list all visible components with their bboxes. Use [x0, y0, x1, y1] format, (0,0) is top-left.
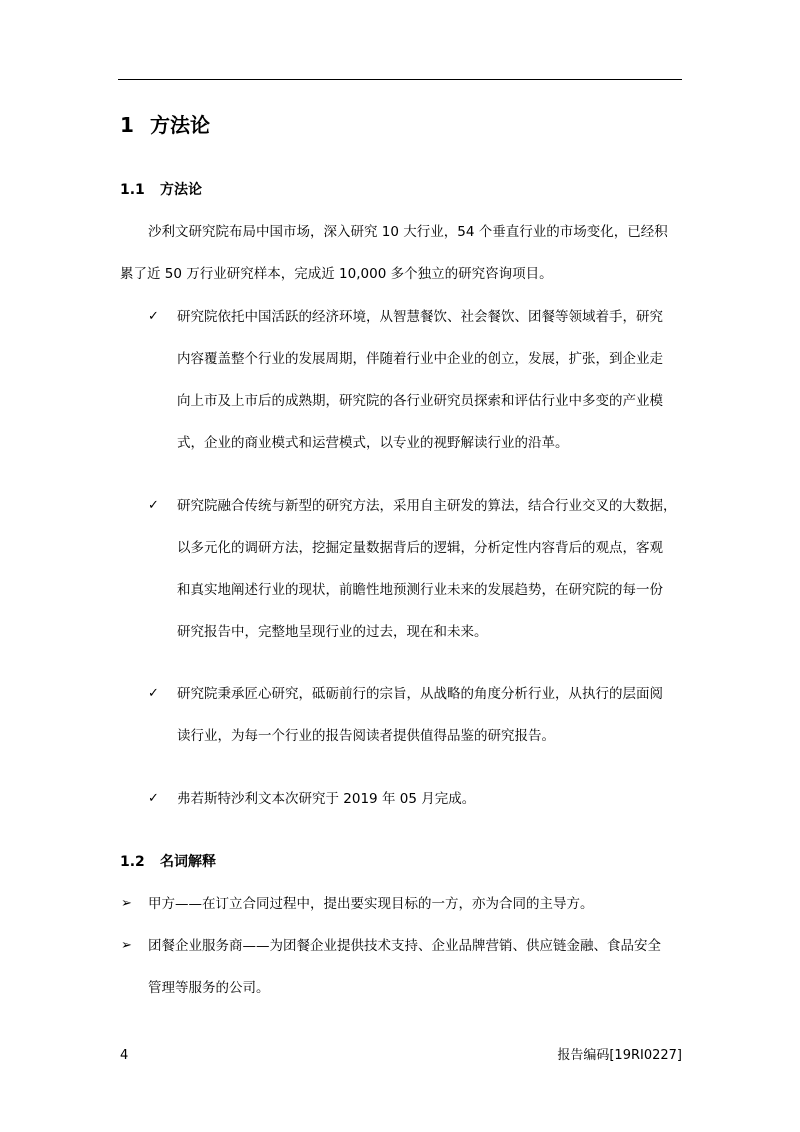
section-1-number: 1 — [120, 113, 134, 137]
report-code: 报告编码[19RI0227] — [557, 1048, 682, 1063]
page-number: 4 — [120, 1048, 129, 1063]
definition-line: 甲方——在订立合同过程中，提出要实现目标的一方，亦为合同的主导方。 — [148, 896, 594, 912]
section-1-2-number: 1.2 — [120, 854, 145, 870]
bullet-line: 研究院融合传统与新型的研究方法，采用自主研发的算法，结合行业交叉的大数据， — [177, 498, 677, 514]
intro-line: 累了近 50 万行业研究样本，完成近 10,000 多个独立的研究咨询项目。 — [120, 266, 553, 282]
definition-line: 团餐企业服务商——为团餐企业提供技术支持、企业品牌营销、供应链金融、食品安全 — [148, 938, 661, 954]
section-1-1-number: 1.1 — [120, 182, 145, 198]
section-1-heading — [120, 111, 210, 139]
section-1-title: 方法论 — [150, 113, 210, 137]
check-icon: ✓ — [148, 498, 159, 513]
definition-line: 管理等服务的公司。 — [148, 980, 270, 996]
arrow-bullet-icon: ➢ — [121, 896, 132, 911]
bullet-line: 和真实地阐述行业的现状，前瞻性地预测行业未来的发展趋势，在研究院的每一份 — [177, 582, 663, 598]
check-icon: ✓ — [148, 309, 159, 324]
bullet-line: 研究报告中，完整地呈现行业的过去，现在和未来。 — [177, 624, 488, 640]
section-1-1-title: 方法论 — [160, 182, 202, 198]
check-icon: ✓ — [148, 791, 159, 806]
bullet-line: 研究院秉承匠心研究，砥砺前行的宗旨，从战略的角度分析行业，从执行的层面阅 — [177, 686, 663, 702]
bullet-line: 弗若斯特沙利文本次研究于 2019 年 05 月完成。 — [177, 791, 476, 807]
arrow-bullet-icon: ➢ — [121, 938, 132, 953]
bullet-line: 读行业，为每一个行业的报告阅读者提供值得品鉴的研究报告。 — [177, 728, 555, 744]
section-1-2-title: 名词解释 — [160, 854, 216, 870]
bullet-line: 内容覆盖整个行业的发展周期，伴随着行业中企业的创立，发展，扩张，到企业走 — [177, 351, 663, 367]
section-1-2-heading — [120, 852, 216, 872]
bullet-line: 向上市及上市后的成熟期，研究院的各行业研究员探索和评估行业中多变的产业模 — [177, 393, 663, 409]
check-icon: ✓ — [148, 686, 159, 701]
bullet-line: 以多元化的调研方法，挖掘定量数据背后的逻辑，分析定性内容背后的观点，客观 — [177, 540, 663, 556]
intro-line: 沙利文研究院布局中国市场，深入研究 10 大行业，54 个垂直行业的市场变化，已经积 — [148, 224, 668, 240]
header-rule — [118, 79, 682, 80]
bullet-line: 式，企业的商业模式和运营模式，以专业的视野解读行业的沿革。 — [177, 435, 569, 451]
bullet-line: 研究院依托中国活跃的经济环境，从智慧餐饮、社会餐饮、团餐等领域着手，研究 — [177, 309, 663, 325]
section-1-1-heading — [120, 180, 202, 200]
